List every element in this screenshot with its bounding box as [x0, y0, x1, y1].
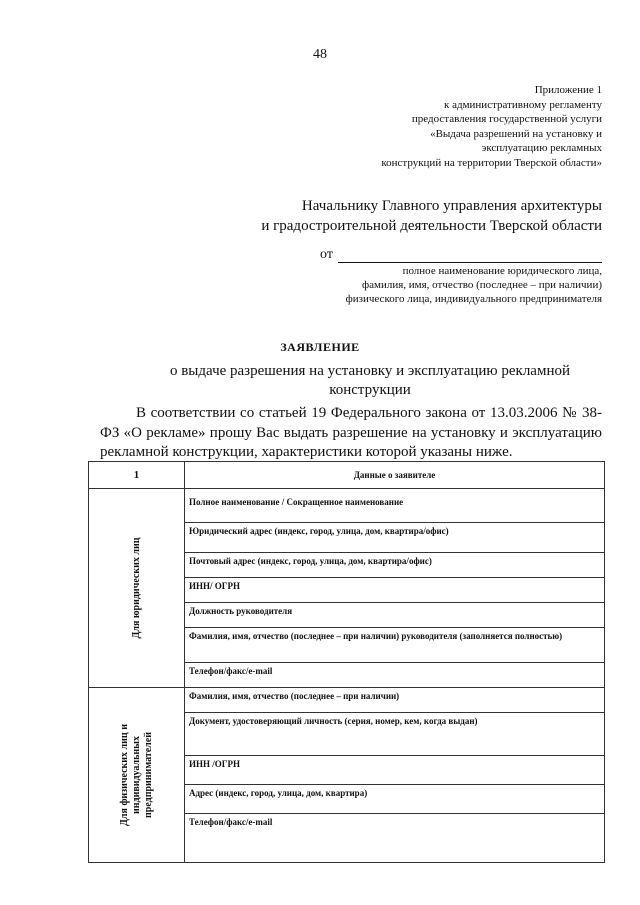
body-text: В соответствии со статьей 19 Федерального закона от 13.03.2006 № 38-ФЗ «О рекламе» прошу Вас выдать разрешение на установку и эксплуатацию рекламной конструкции, характеристики которой указаны ниже. [100, 405, 602, 460]
field-postal-address[interactable]: Почтовый адрес (индекс, город, улица, дом, квартира/офис) [185, 553, 605, 578]
individuals-side-cell [89, 688, 185, 863]
page-number: 48 [313, 47, 327, 62]
appendix-line: «Выдача разрешений на установку и [430, 127, 602, 140]
body-paragraph [100, 404, 602, 463]
from-hint-line: физического лица, индивидуального предпринимателя [345, 293, 602, 305]
appendix-line: предоставления государственной услуги [411, 113, 602, 125]
field-person-address[interactable]: Адрес (индекс, город, улица, дом, квартира) [185, 785, 605, 814]
table-row [89, 688, 605, 713]
table-header-row [89, 462, 605, 489]
document-subtitle: о выдаче разрешения на установку и эксплуатацию рекламной конструкции [169, 363, 571, 398]
field-person-contacts[interactable]: Телефон/факс/e-mail [185, 814, 605, 863]
from-label: от [320, 247, 333, 262]
field-person-inn-ogrn[interactable]: ИНН /ОГРН [185, 756, 605, 785]
table-row [89, 489, 605, 523]
field-legal-address[interactable]: Юридический адрес (индекс, город, улица, дом, квартира/офис) [185, 523, 605, 553]
recipient-line: Начальнику Главного управления архитектуры [301, 198, 602, 214]
document-title: ЗАЯВЛЕНИЕ [280, 340, 360, 354]
field-inn-ogrn[interactable]: ИНН/ ОГРН [185, 578, 605, 603]
table-header-col1: 1 [89, 462, 185, 489]
individuals-label [119, 724, 155, 826]
individuals-label-line: предпринимателей [142, 732, 154, 818]
individuals-label-line: Для физических лиц и [118, 724, 130, 826]
field-head-position[interactable]: Должность руководителя [185, 603, 605, 628]
field-head-full-name[interactable]: Фамилия, имя, отчество (последнее – при наличии) руководителя (заполняется полностью) [185, 628, 605, 663]
appendix-line: эксплуатацию рекламных [481, 142, 602, 154]
table-header-col2: Данные о заявителе [185, 462, 605, 489]
from-hint-line: фамилия, имя, отчество (последнее – при наличии) [361, 279, 602, 291]
field-legal-contacts[interactable]: Телефон/факс/e-mail [185, 663, 605, 688]
legal-entities-label: Для юридических лиц [130, 537, 142, 639]
field-person-full-name[interactable]: Фамилия, имя, отчество (последнее – при наличии) [185, 688, 605, 713]
legal-entities-side-cell [89, 489, 185, 688]
recipient-line: и градостроительной деятельности Тверской области [261, 218, 602, 234]
from-field[interactable] [320, 247, 602, 265]
applicant-data-table [88, 461, 605, 863]
field-full-name[interactable]: Полное наименование / Сокращенное наименование [185, 489, 605, 523]
individuals-label-line: индивидуальных [130, 736, 142, 815]
from-underline[interactable] [338, 262, 602, 263]
from-hint-line: полное наименование юридического лица, [402, 265, 602, 277]
recipient-block [261, 196, 602, 236]
appendix-line: к административному регламенту [444, 98, 602, 111]
appendix-line: Приложение 1 [534, 84, 602, 96]
appendix-line: конструкций на территории Тверской области» [381, 156, 602, 169]
field-identity-document[interactable]: Документ, удостоверяющий личность (серия, номер, кем, когда выдан) [185, 713, 605, 756]
from-hint [346, 264, 602, 306]
appendix-note [381, 83, 602, 170]
